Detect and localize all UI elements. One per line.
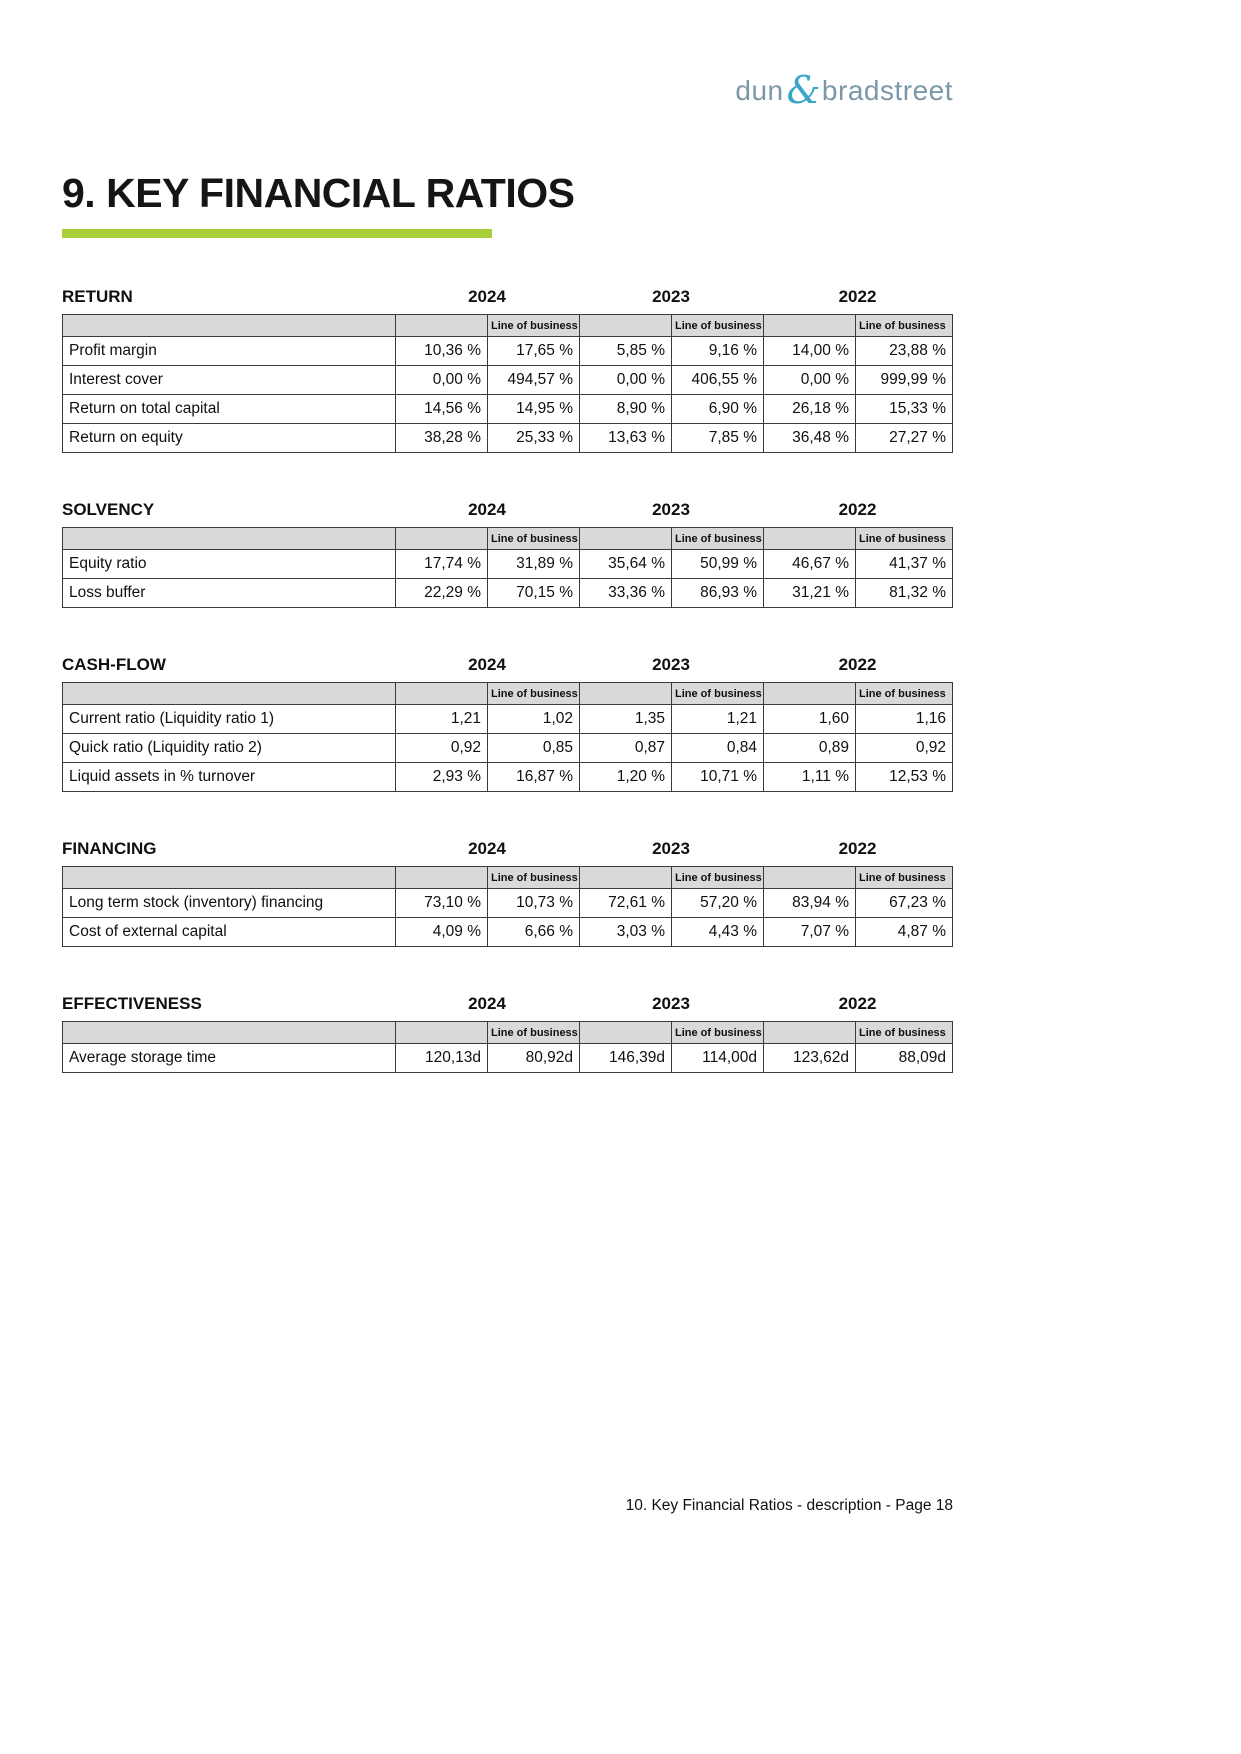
value-cell: 86,93 % xyxy=(672,579,764,608)
logo-bradstreet-text: bradstreet xyxy=(821,75,953,106)
header-company-cell xyxy=(580,315,672,337)
section-header-row xyxy=(62,655,953,675)
value-cell: 57,20 % xyxy=(672,889,764,918)
value-cell: 10,71 % xyxy=(672,763,764,792)
section-cash-flow xyxy=(62,655,953,792)
line-of-business-header: Line of business xyxy=(672,1022,764,1044)
value-cell: 10,73 % xyxy=(488,889,580,918)
year-label: 2023 xyxy=(652,994,690,1013)
page-title: 9. KEY FINANCIAL RATIOS xyxy=(62,170,575,216)
row-label: Long term stock (inventory) financing xyxy=(63,889,396,918)
year-label: 2022 xyxy=(838,500,877,519)
value-cell: 67,23 % xyxy=(856,889,953,918)
line-of-business-header: Line of business xyxy=(488,867,580,889)
row-label: Liquid assets in % turnover xyxy=(63,763,396,792)
table-row xyxy=(63,734,953,763)
value-cell: 0,92 xyxy=(856,734,953,763)
value-cell: 4,09 % xyxy=(396,918,488,947)
line-of-business-header: Line of business xyxy=(856,528,953,550)
value-cell: 83,94 % xyxy=(764,889,856,918)
value-cell: 0,89 xyxy=(764,734,856,763)
header-company-cell xyxy=(396,1022,488,1044)
section-financing xyxy=(62,839,953,947)
value-cell: 1,16 xyxy=(856,705,953,734)
line-of-business-header: Line of business xyxy=(672,528,764,550)
header-empty-cell xyxy=(63,867,396,889)
year-label: 2022 xyxy=(838,994,877,1013)
value-cell: 1,60 xyxy=(764,705,856,734)
value-cell: 1,02 xyxy=(488,705,580,734)
value-cell: 0,00 % xyxy=(580,366,672,395)
value-cell: 46,67 % xyxy=(764,550,856,579)
value-cell: 31,89 % xyxy=(488,550,580,579)
section-header-row xyxy=(62,287,953,307)
value-cell: 1,21 xyxy=(396,705,488,734)
value-cell: 16,87 % xyxy=(488,763,580,792)
value-cell: 14,00 % xyxy=(764,337,856,366)
value-cell: 22,29 % xyxy=(396,579,488,608)
ratios-table xyxy=(62,866,953,947)
value-cell: 23,88 % xyxy=(856,337,953,366)
header-company-cell xyxy=(580,528,672,550)
row-label: Interest cover xyxy=(63,366,396,395)
section-title: RETURN xyxy=(62,287,133,306)
row-label: Return on total capital xyxy=(63,395,396,424)
section-title: CASH-FLOW xyxy=(62,655,166,674)
row-label: Loss buffer xyxy=(63,579,396,608)
value-cell: 146,39d xyxy=(580,1044,672,1073)
value-cell: 4,87 % xyxy=(856,918,953,947)
value-cell: 81,32 % xyxy=(856,579,953,608)
value-cell: 88,09d xyxy=(856,1044,953,1073)
table-row xyxy=(63,889,953,918)
ratios-table xyxy=(62,314,953,453)
row-label: Cost of external capital xyxy=(63,918,396,947)
table-header-row xyxy=(63,683,953,705)
title-accent-bar xyxy=(62,229,492,238)
section-solvency xyxy=(62,500,953,608)
line-of-business-header: Line of business xyxy=(672,867,764,889)
value-cell: 72,61 % xyxy=(580,889,672,918)
header-company-cell xyxy=(580,1022,672,1044)
row-label: Profit margin xyxy=(63,337,396,366)
header-empty-cell xyxy=(63,315,396,337)
header-company-cell xyxy=(396,867,488,889)
ratios-table xyxy=(62,1021,953,1073)
value-cell: 1,11 % xyxy=(764,763,856,792)
value-cell: 10,36 % xyxy=(396,337,488,366)
table-row xyxy=(63,366,953,395)
line-of-business-header: Line of business xyxy=(856,683,953,705)
logo-dun-text: dun xyxy=(735,75,784,106)
value-cell: 0,92 xyxy=(396,734,488,763)
table-row xyxy=(63,763,953,792)
table-row xyxy=(63,1044,953,1073)
row-label: Quick ratio (Liquidity ratio 2) xyxy=(63,734,396,763)
section-header-row xyxy=(62,839,953,859)
value-cell: 25,33 % xyxy=(488,424,580,453)
ratios-table xyxy=(62,527,953,608)
value-cell: 50,99 % xyxy=(672,550,764,579)
value-cell: 1,21 xyxy=(672,705,764,734)
value-cell: 31,21 % xyxy=(764,579,856,608)
year-label: 2023 xyxy=(652,839,690,858)
year-label: 2022 xyxy=(838,839,877,858)
year-label: 2024 xyxy=(468,287,506,306)
line-of-business-header: Line of business xyxy=(672,315,764,337)
table-row xyxy=(63,918,953,947)
section-header-row xyxy=(62,994,953,1014)
value-cell: 2,93 % xyxy=(396,763,488,792)
value-cell: 12,53 % xyxy=(856,763,953,792)
value-cell: 17,74 % xyxy=(396,550,488,579)
section-title: EFFECTIVENESS xyxy=(62,994,202,1013)
header-company-cell xyxy=(580,683,672,705)
table-row xyxy=(63,550,953,579)
value-cell: 0,87 xyxy=(580,734,672,763)
header-company-cell xyxy=(396,528,488,550)
value-cell: 0,85 xyxy=(488,734,580,763)
logo-ampersand-icon: & xyxy=(786,68,821,112)
value-cell: 1,20 % xyxy=(580,763,672,792)
value-cell: 80,92d xyxy=(488,1044,580,1073)
value-cell: 0,00 % xyxy=(396,366,488,395)
value-cell: 36,48 % xyxy=(764,424,856,453)
value-cell: 9,16 % xyxy=(672,337,764,366)
line-of-business-header: Line of business xyxy=(488,315,580,337)
header-company-cell xyxy=(764,683,856,705)
value-cell: 70,15 % xyxy=(488,579,580,608)
year-label: 2022 xyxy=(838,655,877,674)
header-empty-cell xyxy=(63,528,396,550)
value-cell: 5,85 % xyxy=(580,337,672,366)
header-company-cell xyxy=(580,867,672,889)
dnb-logo xyxy=(735,68,953,112)
page-footer: 10. Key Financial Ratios - description - Page 18 xyxy=(625,1497,953,1514)
row-label: Current ratio (Liquidity ratio 1) xyxy=(63,705,396,734)
value-cell: 73,10 % xyxy=(396,889,488,918)
value-cell: 123,62d xyxy=(764,1044,856,1073)
line-of-business-header: Line of business xyxy=(488,683,580,705)
value-cell: 14,95 % xyxy=(488,395,580,424)
value-cell: 7,07 % xyxy=(764,918,856,947)
year-label: 2023 xyxy=(652,500,690,519)
section-effectiveness xyxy=(62,994,953,1073)
header-company-cell xyxy=(764,867,856,889)
year-label: 2024 xyxy=(468,500,506,519)
line-of-business-header: Line of business xyxy=(856,315,953,337)
year-label: 2023 xyxy=(652,287,690,306)
section-title: FINANCING xyxy=(62,839,157,858)
value-cell: 0,84 xyxy=(672,734,764,763)
line-of-business-header: Line of business xyxy=(672,683,764,705)
value-cell: 35,64 % xyxy=(580,550,672,579)
table-row xyxy=(63,579,953,608)
year-label: 2023 xyxy=(652,655,690,674)
table-row xyxy=(63,424,953,453)
value-cell: 26,18 % xyxy=(764,395,856,424)
value-cell: 4,43 % xyxy=(672,918,764,947)
table-row xyxy=(63,395,953,424)
value-cell: 999,99 % xyxy=(856,366,953,395)
value-cell: 13,63 % xyxy=(580,424,672,453)
header-empty-cell xyxy=(63,683,396,705)
value-cell: 14,56 % xyxy=(396,395,488,424)
value-cell: 7,85 % xyxy=(672,424,764,453)
value-cell: 41,37 % xyxy=(856,550,953,579)
line-of-business-header: Line of business xyxy=(856,1022,953,1044)
value-cell: 1,35 xyxy=(580,705,672,734)
value-cell: 120,13d xyxy=(396,1044,488,1073)
header-company-cell xyxy=(764,315,856,337)
section-header-row xyxy=(62,500,953,520)
value-cell: 494,57 % xyxy=(488,366,580,395)
header-empty-cell xyxy=(63,1022,396,1044)
value-cell: 3,03 % xyxy=(580,918,672,947)
value-cell: 8,90 % xyxy=(580,395,672,424)
table-row xyxy=(63,337,953,366)
year-label: 2022 xyxy=(838,287,877,306)
ratios-table xyxy=(62,682,953,792)
value-cell: 0,00 % xyxy=(764,366,856,395)
header-company-cell xyxy=(764,1022,856,1044)
table-header-row xyxy=(63,528,953,550)
year-label: 2024 xyxy=(468,994,506,1013)
table-header-row xyxy=(63,315,953,337)
year-label: 2024 xyxy=(468,655,506,674)
row-label: Equity ratio xyxy=(63,550,396,579)
table-row xyxy=(63,705,953,734)
value-cell: 27,27 % xyxy=(856,424,953,453)
header-company-cell xyxy=(396,315,488,337)
value-cell: 6,90 % xyxy=(672,395,764,424)
value-cell: 38,28 % xyxy=(396,424,488,453)
year-label: 2024 xyxy=(468,839,506,858)
value-cell: 17,65 % xyxy=(488,337,580,366)
section-return xyxy=(62,287,953,453)
line-of-business-header: Line of business xyxy=(488,1022,580,1044)
row-label: Average storage time xyxy=(63,1044,396,1073)
value-cell: 33,36 % xyxy=(580,579,672,608)
row-label: Return on equity xyxy=(63,424,396,453)
ratio-sections xyxy=(62,287,953,1120)
table-header-row xyxy=(63,867,953,889)
table-header-row xyxy=(63,1022,953,1044)
header-company-cell xyxy=(764,528,856,550)
line-of-business-header: Line of business xyxy=(856,867,953,889)
value-cell: 6,66 % xyxy=(488,918,580,947)
value-cell: 114,00d xyxy=(672,1044,764,1073)
value-cell: 406,55 % xyxy=(672,366,764,395)
value-cell: 15,33 % xyxy=(856,395,953,424)
line-of-business-header: Line of business xyxy=(488,528,580,550)
header-company-cell xyxy=(396,683,488,705)
section-title: SOLVENCY xyxy=(62,500,155,519)
